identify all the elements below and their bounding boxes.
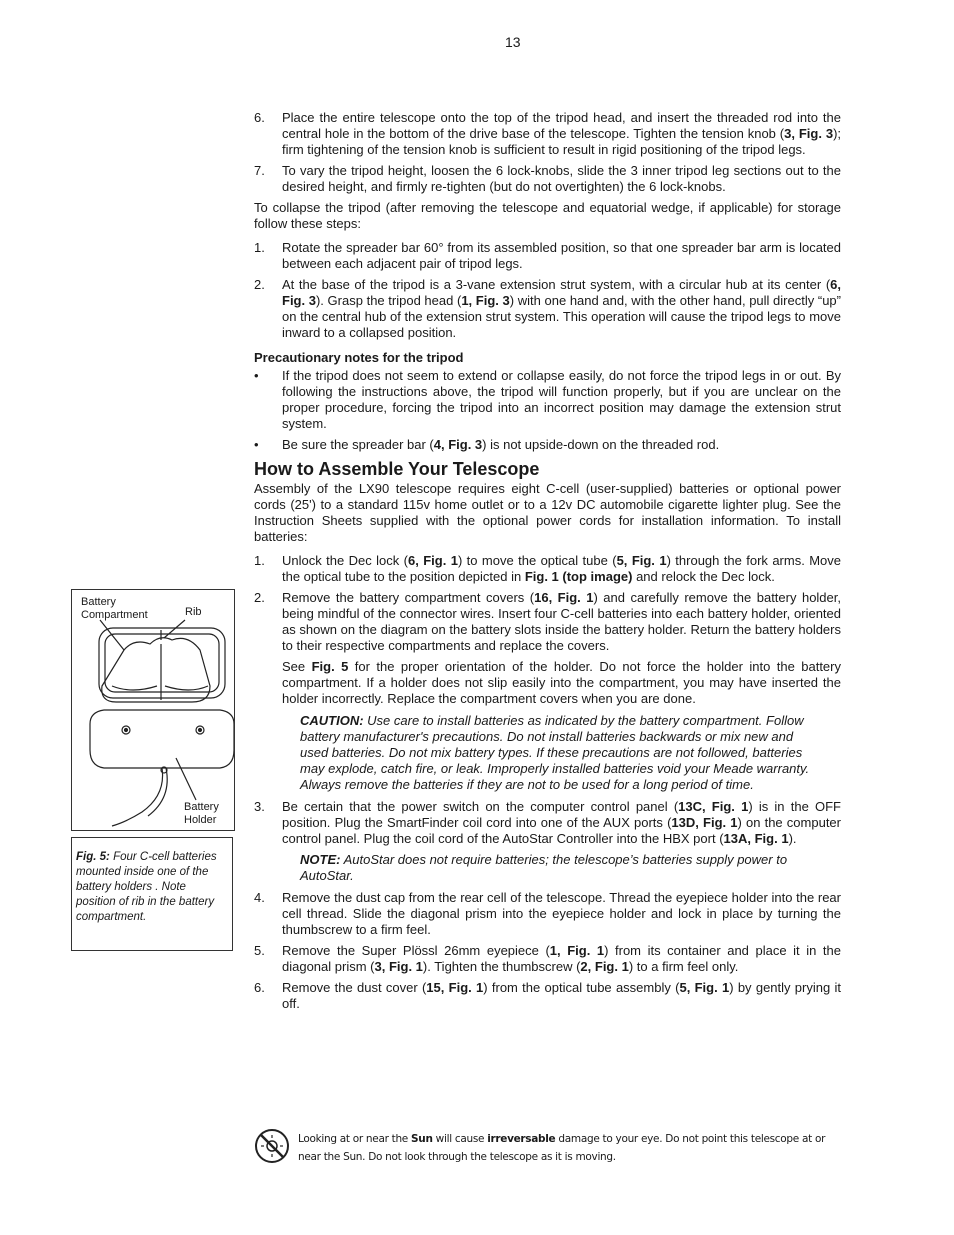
- text-run: Remove the dust cap from the rear cell of the telescope. Thread the eyepiece holder into the rear cell thread. Slide the diagonal prism into the eyepiece holder and lock in place by turning the thumbscrew to a firm feel.: [282, 890, 841, 937]
- text-run: ); firm tightening of the tension knob is sufficient to result in rigid positioning of the tripod legs.: [282, 126, 842, 157]
- list-item: [254, 163, 841, 195]
- list-number: 1.: [254, 553, 265, 568]
- text-run: and relock the Dec lock.: [632, 569, 775, 584]
- text-run: ) is not upside-down on the threaded rod.: [482, 437, 720, 452]
- text-run: ) and carefully remove the battery holder, being mindful of the connector wires. Insert four C-cell batteries into each battery holder, oriented as shown on the diagram on the battery slots inside the battery holder. Return the battery holders to their respective compartments and replace the covers.: [282, 590, 841, 653]
- text-run: ) on the computer control panel. Plug the coil cord of the AutoStar Controller into the HBX port (: [282, 815, 841, 846]
- list-item: [254, 799, 841, 847]
- assembly-step-2: [254, 590, 841, 654]
- figure-reference: Fig. 1 (top image): [524, 569, 633, 584]
- text-run: Unlock the Dec lock (: [282, 553, 408, 568]
- figure-reference: 6, Fig. 1: [407, 553, 458, 568]
- figure-reference: 1, Fig. 1: [549, 943, 605, 958]
- main-column: [254, 110, 841, 1017]
- text-run: If the tripod does not seem to extend or collapse easily, do not force the tripod legs in or out. By following the instructions above, the tripod will function properly, but if you are unclear on the proper procedure, forcing the tripod into an incorrect position may damage the extension strut system.: [282, 368, 841, 431]
- list-item: [254, 437, 841, 453]
- text-run: ) from the optical tube assembly (: [483, 980, 680, 995]
- text-run: Rotate the spreader bar 60° from its assembled position, so that one spreader bar arm is located between each adjacent pair of tripod legs.: [282, 240, 841, 271]
- list-item: [254, 890, 841, 938]
- rib-label: Rib: [185, 606, 202, 618]
- assembly-intro: Assembly of the LX90 telescope requires eight C-cell (user-supplied) batteries or optional power cords (25') to a standard 115v home outlet or to a 12v DC automobile cigarette lighter plug. See the Instruction Sheets supplied with the optional power cords for installation information. To install batteries:: [254, 481, 841, 544]
- list-item: [254, 590, 841, 654]
- list-number: •: [254, 368, 259, 383]
- list-item: [254, 980, 841, 1012]
- figure-reference: irreversable: [487, 1133, 556, 1145]
- text-run: ) to move the optical tube (: [457, 553, 617, 568]
- list-number: 7.: [254, 163, 265, 178]
- figure-reference: 5, Fig. 1: [679, 980, 730, 995]
- battery-holder-drawing: [72, 590, 234, 830]
- list-item: [254, 240, 841, 272]
- figure-reference: 13C, Fig. 1: [678, 799, 749, 814]
- figure-reference: 16, Fig. 1: [534, 590, 594, 605]
- sun-warning-icon: [254, 1128, 290, 1164]
- figure-reference: 3, Fig. 1: [374, 959, 423, 974]
- text-run: will cause: [432, 1133, 488, 1145]
- text-run: ) by gently prying it off.: [282, 980, 841, 1011]
- battery-holder-label: Battery Holder: [184, 801, 219, 826]
- text-run: Remove the dust cover (: [282, 980, 427, 995]
- figure-caption: Fig. 5: Four C-cell batteries mounted inside one of the battery holders . Note position of rib in the battery compartment.: [71, 837, 233, 951]
- precaution-heading: Precautionary notes for the tripod: [254, 350, 464, 365]
- text-run: damage to your eye. Do not point this telescope at or near the Sun. Do not look through the telescope as it is moving.: [298, 1133, 826, 1163]
- text-run: ) from its container and place it in the diagonal prism (: [282, 943, 841, 974]
- list-item: [254, 943, 841, 975]
- tripod-steps: [254, 110, 841, 195]
- battery-compartment-label: Battery Compartment: [81, 596, 148, 621]
- figure-reference: Sun: [411, 1133, 433, 1145]
- collapse-intro: To collapse the tripod (after removing the telescope and equatorial wedge, if applicable) for storage follow these steps:: [254, 200, 841, 231]
- section-heading: How to Assemble Your Telescope: [254, 459, 540, 479]
- list-number: 4.: [254, 890, 265, 905]
- text-run: ).: [788, 831, 797, 846]
- assembly-steps-4-6: [254, 890, 841, 1012]
- collapse-steps: [254, 240, 841, 341]
- precaution-list: [254, 368, 841, 453]
- list-number: 3.: [254, 799, 265, 814]
- text-run: Be sure the spreader bar (: [282, 437, 434, 452]
- list-number: 6.: [254, 980, 265, 995]
- text-run: ) through the fork arms. Move the optical tube to the position depicted in: [282, 553, 842, 584]
- caution-note: CAUTION: Use care to install batteries as indicated by the battery compartment. Follow battery manufacturer's precautions. Do not install batteries backwards or mix new and used batteries. Do not mix battery types. If these precautions are not followed, batteries may explode, catch fire, or leak. Improperly installed batteries void your Meade warranty. Always remove the batteries if they are not to be used for a long period of time.: [300, 713, 810, 792]
- list-number: 2.: [254, 277, 265, 292]
- list-item: [254, 368, 841, 432]
- battery-figure: [71, 589, 235, 831]
- list-number: •: [254, 437, 259, 452]
- list-number: 2.: [254, 590, 265, 605]
- assembly-step-3: [254, 799, 841, 847]
- sun-warning-text: [298, 1130, 844, 1166]
- figure-reference: 5, Fig. 1: [616, 553, 667, 568]
- text-run: At the base of the tripod is a 3-vane extension strut system, with a circular hub at its center (: [282, 277, 831, 292]
- text-run: Place the entire telescope onto the top of the tripod head, and insert the threaded rod into the central hole in the bottom of the drive base of the telescope. Tighten the tension knob (: [282, 110, 841, 141]
- list-item: [254, 553, 841, 585]
- figure-reference: 13D, Fig. 1: [671, 815, 738, 830]
- list-number: 6.: [254, 110, 265, 125]
- text-run: ) to a firm feel only.: [628, 959, 739, 974]
- text-run: ) with one hand and, with the other hand, pull directly “up” on the central hub of the extension strut system. This operation will cause the tripod legs to move inward to a collapsed position.: [282, 293, 841, 340]
- assembly-step-2-note: [254, 659, 841, 707]
- text-run: ) is in the OFF position. Plug the SmartFinder coil cord into one of the AUX ports (: [282, 799, 841, 830]
- text-run: ). Grasp the tripod head (: [315, 293, 462, 308]
- sun-warning: [254, 1128, 844, 1168]
- text-run: Looking at or near the: [298, 1133, 412, 1145]
- figure-reference: Fig. 5: [311, 659, 349, 674]
- list-number: 5.: [254, 943, 265, 958]
- text-run: Remove the Super Plössl 26mm eyepiece (: [282, 943, 550, 958]
- list-item: [254, 110, 841, 158]
- figure-reference: 4, Fig. 3: [433, 437, 483, 452]
- text-run: Be certain that the power switch on the computer control panel (: [282, 799, 679, 814]
- text-run: for the proper orientation of the holder. Do not force the holder into the battery compartment. If a holder does not slip easily into the compartment, you may have inserted the holder incorrectly. Replace the compartment covers when you are done.: [282, 659, 841, 706]
- text-run: To vary the tripod height, loosen the 6 lock-knobs, slide the 3 inner tripod leg sections out to the desired height, and firmly re-tighten (but do not overtighten) the 6 lock-knobs.: [282, 163, 841, 194]
- assembly-step-1: [254, 553, 841, 585]
- figure-reference: 2, Fig. 1: [580, 959, 629, 974]
- list-item: [254, 277, 841, 341]
- text-run: ). Tighten the thumbscrew (: [422, 959, 581, 974]
- figure-reference: 15, Fig. 1: [426, 980, 484, 995]
- figure-reference: 6, Fig. 3: [282, 277, 841, 308]
- figure-reference: 3, Fig. 3: [784, 126, 834, 141]
- figure-reference: 1, Fig. 3: [461, 293, 510, 308]
- list-number: 1.: [254, 240, 265, 255]
- autostar-note: NOTE: AutoStar does not require batteries; the telescope’s batteries supply power to AutoStar.: [300, 852, 788, 883]
- figure-reference: 13A, Fig. 1: [723, 831, 789, 846]
- page-number: 13: [505, 34, 521, 50]
- text-run: Remove the battery compartment covers (: [282, 590, 535, 605]
- text-run: See: [282, 659, 312, 674]
